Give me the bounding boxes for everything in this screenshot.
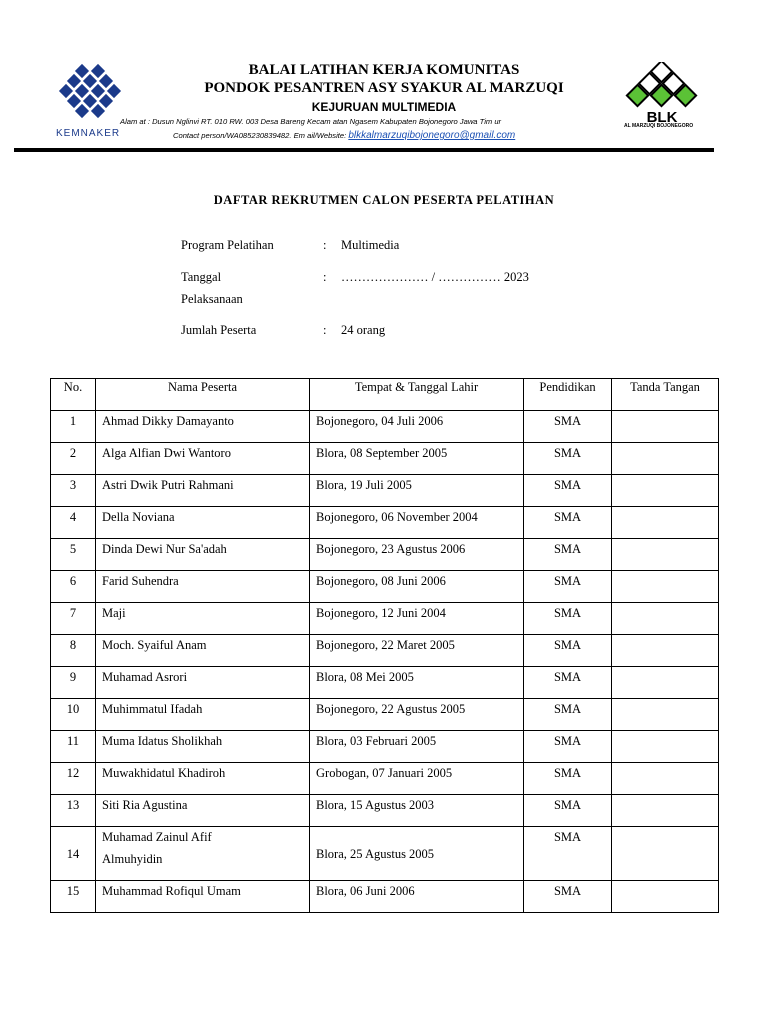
institution-name: BALAI LATIHAN KERJA KOMUNITAS [248, 62, 520, 78]
row-pendidikan: SMA [524, 731, 612, 763]
kemnaker-logo-text: KEMNAKER [56, 128, 121, 139]
blk-logo-subtext: AL MARZUQI BOJONEGORO [624, 123, 694, 129]
row-ttl: Bojonegoro, 22 Agustus 2005 [310, 699, 524, 731]
institution-subname: PONDOK PESANTREN ASY SYAKUR AL MARZUQI [204, 80, 564, 96]
header-tanda-tangan: Tanda Tangan [612, 379, 719, 411]
row-pendidikan: SMA [524, 699, 612, 731]
program-value: Multimedia [341, 238, 400, 252]
row-tanda-tangan [612, 635, 719, 667]
row-ttl: Bojonegoro, 04 Juli 2006 [310, 411, 524, 443]
row-no: 1 [51, 411, 96, 443]
row-no: 5 [51, 539, 96, 571]
row-tanda-tangan [612, 475, 719, 507]
row-pendidikan: SMA [524, 667, 612, 699]
row-no: 12 [51, 763, 96, 795]
table-row [51, 635, 719, 667]
row-nama-line2: Almuhyidin [102, 852, 163, 866]
row-no: 13 [51, 795, 96, 827]
participants-table [50, 378, 719, 913]
blk-logo-text: BLK [646, 109, 678, 124]
program-label: Program Pelatihan [181, 238, 274, 252]
row-nama: Alga Alfian Dwi Wantoro [96, 443, 310, 475]
row-ttl: Grobogan, 07 Januari 2005 [310, 763, 524, 795]
row-no: 8 [51, 635, 96, 667]
table-row [51, 795, 719, 827]
row-tanda-tangan [612, 571, 719, 603]
row-nama: Maji [96, 603, 310, 635]
row-pendidikan: SMA [524, 795, 612, 827]
row-tanda-tangan [612, 603, 719, 635]
contact-line [173, 130, 515, 141]
row-pendidikan: SMA [524, 881, 612, 913]
row-nama: Muhammad Rofiqul Umam [96, 881, 310, 913]
row-ttl: Blora, 25 Agustus 2005 [310, 827, 524, 881]
table-row [51, 731, 719, 763]
row-tanda-tangan [612, 443, 719, 475]
row-nama: Muma Idatus Sholikhah [96, 731, 310, 763]
row-nama: Muhimmatul Ifadah [96, 699, 310, 731]
row-pendidikan: SMA [524, 507, 612, 539]
row-ttl: Bojonegoro, 22 Maret 2005 [310, 635, 524, 667]
row-pendidikan: SMA [524, 475, 612, 507]
header-divider [14, 148, 714, 152]
row-tanda-tangan [612, 699, 719, 731]
tanggal-label-line2: Pelaksanaan [181, 292, 243, 306]
jumlah-label: Jumlah Peserta [181, 323, 257, 337]
row-ttl: Bojonegoro, 12 Juni 2004 [310, 603, 524, 635]
row-tanda-tangan [612, 795, 719, 827]
jumlah-value: 24 orang [341, 323, 386, 337]
row-tanda-tangan [612, 539, 719, 571]
program-separator: : [323, 238, 327, 252]
row-tanda-tangan [612, 881, 719, 913]
row-nama: Farid Suhendra [96, 571, 310, 603]
header-pendidikan: Pendidikan [524, 379, 612, 411]
tanggal-separator: : [323, 270, 327, 284]
table-row [51, 539, 719, 571]
row-ttl: Blora, 19 Juli 2005 [310, 475, 524, 507]
row-nama: Della Noviana [96, 507, 310, 539]
row-ttl: Blora, 06 Juni 2006 [310, 881, 524, 913]
row-no: 6 [51, 571, 96, 603]
row-nama: Astri Dwik Putri Rahmani [96, 475, 310, 507]
department-name: KEJURUAN MULTIMEDIA [311, 100, 457, 114]
table-row [51, 827, 719, 881]
table-row [51, 881, 719, 913]
row-pendidikan: SMA [524, 411, 612, 443]
row-nama: Muhamad Asrori [96, 667, 310, 699]
row-ttl: Blora, 08 September 2005 [310, 443, 524, 475]
row-nama [96, 827, 310, 881]
row-ttl: Bojonegoro, 06 November 2004 [310, 507, 524, 539]
table-row [51, 507, 719, 539]
table-header-row [51, 379, 719, 411]
row-ttl: Blora, 08 Mei 2005 [310, 667, 524, 699]
email-link[interactable]: blkkalmarzuqibojonegoro@gmail.com [348, 130, 516, 141]
row-tanda-tangan [612, 763, 719, 795]
table-row [51, 411, 719, 443]
row-pendidikan: SMA [524, 539, 612, 571]
row-no: 9 [51, 667, 96, 699]
row-ttl: Blora, 15 Agustus 2003 [310, 795, 524, 827]
row-no: 10 [51, 699, 96, 731]
row-ttl: Bojonegoro, 08 Juni 2006 [310, 571, 524, 603]
row-pendidikan: SMA [524, 571, 612, 603]
table-row [51, 571, 719, 603]
tanggal-value: ………………… / …………… 2023 [341, 270, 529, 284]
row-nama-line1: Muhamad Zainul Afif [102, 830, 212, 844]
row-pendidikan: SMA [524, 763, 612, 795]
jumlah-separator: : [323, 323, 327, 337]
row-tanda-tangan [612, 827, 719, 881]
row-no: 2 [51, 443, 96, 475]
table-row [51, 603, 719, 635]
header-nama: Nama Peserta [96, 379, 310, 411]
contact-prefix: Contact person/WA085230839482. Em ail/Website: [173, 131, 349, 140]
address-line: Alam at : Dusun Nglinvi RT. 010 RW. 003 Desa Bareng Kecam atan Ngasem Kabupaten Bojonegoro Jawa Tim ur [120, 117, 502, 126]
row-tanda-tangan [612, 667, 719, 699]
row-pendidikan: SMA [524, 603, 612, 635]
row-nama: Ahmad Dikky Damayanto [96, 411, 310, 443]
row-pendidikan: SMA [524, 635, 612, 667]
row-nama: Dinda Dewi Nur Sa'adah [96, 539, 310, 571]
table-row [51, 667, 719, 699]
row-pendidikan: SMA [524, 443, 612, 475]
row-tanda-tangan [612, 731, 719, 763]
row-no: 11 [51, 731, 96, 763]
document-title: DAFTAR REKRUTMEN CALON PESERTA PELATIHAN [213, 193, 555, 207]
blk-logo-icon [612, 62, 704, 124]
row-ttl: Blora, 03 Februari 2005 [310, 731, 524, 763]
tanggal-label: Tanggal [181, 270, 222, 284]
row-ttl: Bojonegoro, 23 Agustus 2006 [310, 539, 524, 571]
row-no: 15 [51, 881, 96, 913]
row-no: 3 [51, 475, 96, 507]
row-no: 14 [51, 827, 96, 881]
row-tanda-tangan [612, 411, 719, 443]
header-no: No. [51, 379, 96, 411]
table-row [51, 443, 719, 475]
row-no: 4 [51, 507, 96, 539]
header-ttl: Tempat & Tanggal Lahir [310, 379, 524, 411]
row-nama: Moch. Syaiful Anam [96, 635, 310, 667]
row-pendidikan: SMA [524, 827, 612, 881]
row-nama: Muwakhidatul Khadiroh [96, 763, 310, 795]
table-row [51, 699, 719, 731]
row-tanda-tangan [612, 507, 719, 539]
row-no: 7 [51, 603, 96, 635]
table-row [51, 763, 719, 795]
table-row [51, 475, 719, 507]
row-nama: Siti Ria Agustina [96, 795, 310, 827]
